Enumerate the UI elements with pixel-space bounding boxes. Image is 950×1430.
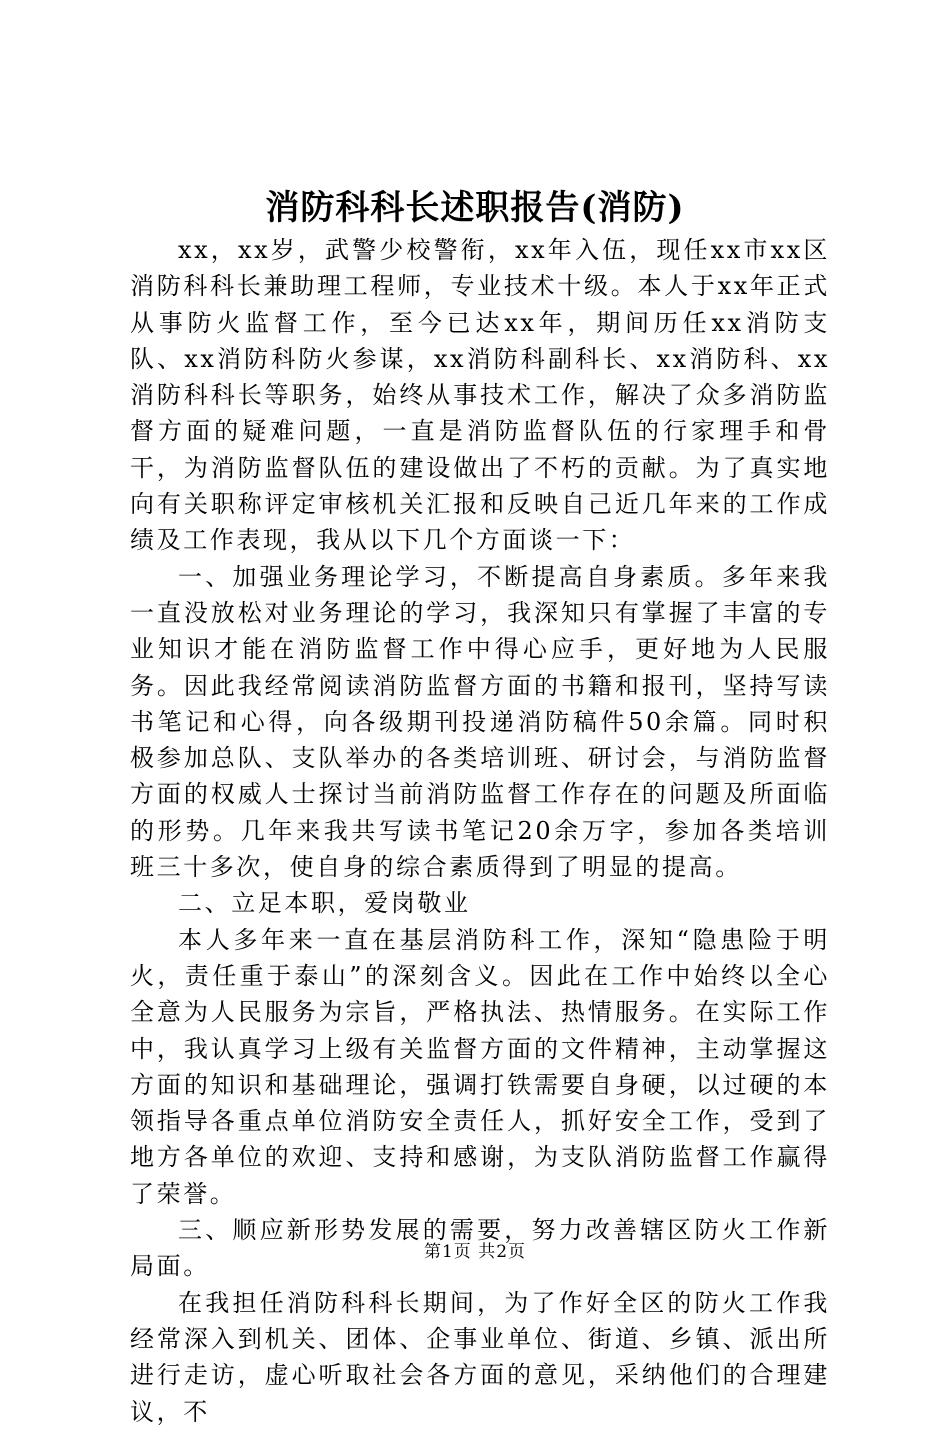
section-heading-2: 二、立足本职，爱岗敬业 [178,889,471,918]
paragraph-intro: xx，xx岁，武警少校警衔，xx年入伍，现任xx市xx区消防科科长兼助理工程师，专业技术十级。本人于xx年正式从事防火监督工作，至今已达xx年，期间历任xx消防支队、xx消防科防火参谋，xx消防科副科长、xx消防科、xx消防科科长等职务，始终从事技术工作，解决了众多消防监督方面的疑难问题，一直是消防监督队伍的行家理手和骨干，为消防监督队伍的建设做出了不朽的贡献。为了真实地向有关职称评定审核机关汇报和反映自己近几年来的工作成绩及工作表现，我从以下几个方面谈一下： [130,236,830,555]
paragraph-section-3: 在我担任消防科科长期间，为了作好全区的防火工作我经常深入到机关、团体、企事业单位、街道、乡镇、派出所进行走访，虚心听取社会各方面的意见，采纳他们的合理建议，不 [130,1288,830,1426]
section-heading-3: 三、顺应新形势发展的需要，努力改善辖区防火工作新局面。 [130,1216,830,1281]
paragraph-section-2: 本人多年来一直在基层消防科工作，深知“隐患险于明火，责任重于泰山”的深刻含义。因此在工作中始终以全心全意为人民服务为宗旨，严格执法、热情服务。在实际工作中，我认真学习上级有关监督方面的文件精神，主动掌握这方面的知识和基础理论，强调打铁需要自身硬，以过硬的本领指导各重点单位消防安全责任人，抓好安全工作，受到了地方各单位的欢迎、支持和感谢，为支队消防监督工作赢得了荣誉。 [130,925,830,1208]
paragraph-section-1: 一、加强业务理论学习，不断提高自身素质。多年来我一直没放松对业务理论的学习，我深知只有掌握了丰富的专业知识才能在消防监督工作中得心应手，更好地为人民服务。因此我经常阅读消防监督方面的书籍和报刊，坚持写读书笔记和心得，向各级期刊投递消防稿件50余篇。同时积极参加总队、支队举办的各类培训班、研讨会，与消防监督方面的权威人士探讨当前消防监督工作存在的问题及所面临的形势。几年来我共写读书笔记20余万字，参加各类培训班三十多次，使自身的综合素质得到了明显的提高。 [130,562,830,882]
page-footer: 第1页 共2页 [423,1242,527,1262]
document-title: 消防科科长述职报告(消防) [265,188,685,228]
